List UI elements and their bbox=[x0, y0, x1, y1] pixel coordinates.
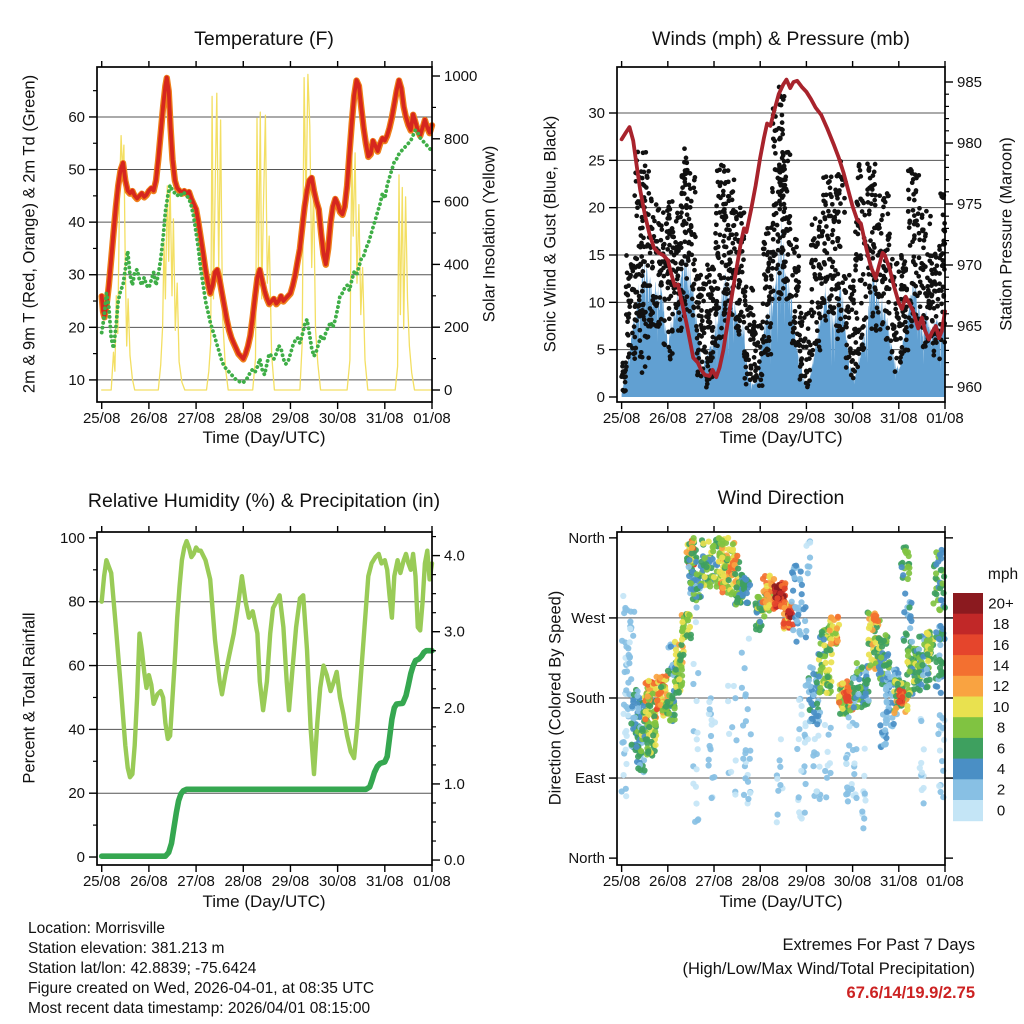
svg-text:25/08: 25/08 bbox=[602, 873, 641, 890]
svg-text:0: 0 bbox=[996, 802, 1006, 820]
svg-text:26/08: 26/08 bbox=[649, 410, 687, 427]
colorbar-units-label: mph bbox=[987, 566, 1019, 583]
svg-text:2: 2 bbox=[996, 781, 1006, 799]
svg-text:31/08: 31/08 bbox=[366, 873, 404, 890]
svg-text:975: 975 bbox=[957, 196, 983, 214]
winds-right-axis-label: Station Pressure (Maroon) bbox=[997, 137, 1016, 331]
svg-text:29/08: 29/08 bbox=[787, 410, 826, 427]
svg-text:5: 5 bbox=[596, 341, 605, 359]
svg-text:200: 200 bbox=[444, 319, 470, 337]
svg-text:960: 960 bbox=[957, 378, 983, 396]
svg-text:15: 15 bbox=[588, 246, 605, 264]
svg-text:28/08: 28/08 bbox=[741, 873, 779, 890]
panel-humidity-precip-title: Relative Humidity (%) & Precipitation (in) bbox=[87, 490, 441, 512]
svg-text:965: 965 bbox=[957, 317, 983, 335]
svg-text:29/08: 29/08 bbox=[271, 410, 310, 427]
svg-text:South: South bbox=[565, 689, 605, 707]
svg-text:10: 10 bbox=[588, 294, 605, 312]
svg-text:01/08: 01/08 bbox=[413, 873, 451, 890]
svg-text:970: 970 bbox=[957, 256, 983, 274]
svg-text:25/08: 25/08 bbox=[602, 410, 641, 427]
svg-text:20+: 20+ bbox=[988, 595, 1014, 613]
svg-text:North: North bbox=[568, 850, 605, 868]
svg-text:31/08: 31/08 bbox=[880, 873, 918, 890]
svg-text:29/08: 29/08 bbox=[271, 873, 310, 890]
temperature-x-axis-label: Time (Day/UTC) bbox=[202, 428, 326, 447]
figure-created: Figure created on Wed, 2026-04-01, at 08:35 UTC bbox=[28, 980, 375, 997]
wind-direction-left-axis-label: Direction (Colored By Speed) bbox=[546, 590, 565, 806]
svg-text:28/08: 28/08 bbox=[741, 410, 779, 427]
svg-text:50: 50 bbox=[68, 161, 85, 179]
svg-text:0.0: 0.0 bbox=[444, 852, 465, 870]
svg-text:25/08: 25/08 bbox=[82, 873, 121, 890]
station-info-block bbox=[28, 919, 374, 1019]
svg-text:20: 20 bbox=[68, 785, 85, 803]
svg-text:29/08: 29/08 bbox=[787, 873, 826, 890]
svg-text:8: 8 bbox=[996, 719, 1006, 737]
svg-text:26/08: 26/08 bbox=[649, 873, 687, 890]
svg-text:1000: 1000 bbox=[444, 68, 478, 86]
svg-text:10: 10 bbox=[992, 698, 1010, 716]
svg-text:3.0: 3.0 bbox=[444, 623, 465, 641]
svg-text:40: 40 bbox=[68, 214, 85, 232]
svg-text:6: 6 bbox=[996, 740, 1006, 758]
svg-text:100: 100 bbox=[59, 529, 85, 547]
svg-text:14: 14 bbox=[992, 657, 1010, 675]
svg-text:30/08: 30/08 bbox=[318, 873, 357, 890]
svg-text:25: 25 bbox=[588, 152, 605, 170]
extremes-block bbox=[682, 933, 975, 1005]
extremes-subtitle: (High/Low/Max Wind/Total Precipitation) bbox=[682, 960, 975, 978]
svg-text:2.0: 2.0 bbox=[444, 699, 465, 717]
winds-left-axis-label: Sonic Wind & Gust (Blue, Black) bbox=[541, 115, 560, 353]
svg-text:60: 60 bbox=[68, 657, 85, 675]
panel-temperature-title: Temperature (F) bbox=[194, 28, 334, 50]
svg-text:East: East bbox=[574, 770, 605, 788]
svg-text:10: 10 bbox=[68, 371, 85, 389]
svg-text:600: 600 bbox=[444, 193, 470, 211]
svg-text:27/08: 27/08 bbox=[695, 410, 733, 427]
svg-text:27/08: 27/08 bbox=[177, 873, 215, 890]
humidity-x-axis-label: Time (Day/UTC) bbox=[202, 892, 326, 911]
svg-text:30: 30 bbox=[68, 266, 85, 284]
svg-text:0: 0 bbox=[596, 388, 605, 406]
svg-text:12: 12 bbox=[992, 678, 1010, 696]
svg-text:West: West bbox=[571, 609, 605, 627]
svg-text:25/08: 25/08 bbox=[82, 410, 121, 427]
svg-text:27/08: 27/08 bbox=[177, 410, 215, 427]
svg-text:North: North bbox=[568, 529, 605, 547]
svg-text:28/08: 28/08 bbox=[224, 873, 263, 890]
panel-winds-pressure-title: Winds (mph) & Pressure (mb) bbox=[652, 28, 910, 50]
svg-text:800: 800 bbox=[444, 130, 470, 148]
svg-text:27/08: 27/08 bbox=[695, 873, 733, 890]
svg-text:985: 985 bbox=[957, 74, 983, 92]
svg-text:18: 18 bbox=[992, 616, 1010, 634]
humidity-left-axis-label: Percent & Total Rainfall bbox=[20, 612, 39, 784]
svg-text:31/08: 31/08 bbox=[880, 410, 918, 427]
svg-text:30/08: 30/08 bbox=[833, 873, 872, 890]
svg-text:1.0: 1.0 bbox=[444, 775, 465, 793]
svg-text:60: 60 bbox=[68, 108, 85, 126]
panel-wind-direction-title: Wind Direction bbox=[717, 487, 845, 509]
svg-text:01/08: 01/08 bbox=[926, 873, 964, 890]
svg-text:0: 0 bbox=[444, 382, 453, 400]
temperature-left-axis-label: 2m & 9m T (Red, Orange) & 2m Td (Green) bbox=[20, 74, 39, 394]
svg-text:16: 16 bbox=[992, 636, 1010, 654]
svg-text:30: 30 bbox=[588, 105, 605, 123]
station-elevation: Station elevation: 381.213 m bbox=[28, 940, 225, 957]
winds-x-axis-label: Time (Day/UTC) bbox=[719, 428, 843, 447]
extremes-values: 67.6/14/19.9/2.75 bbox=[846, 984, 975, 1002]
svg-text:01/08: 01/08 bbox=[413, 410, 451, 427]
svg-text:980: 980 bbox=[957, 135, 983, 153]
svg-text:30/08: 30/08 bbox=[318, 410, 357, 427]
svg-text:26/08: 26/08 bbox=[130, 410, 168, 427]
temperature-right-axis-label: Solar Insolation (Yellow) bbox=[480, 145, 499, 323]
station-location: Location: Morrisville bbox=[28, 920, 165, 937]
extremes-title: Extremes For Past 7 Days bbox=[782, 936, 975, 954]
wind-direction-x-axis-label: Time (Day/UTC) bbox=[719, 892, 843, 911]
svg-text:20: 20 bbox=[68, 319, 85, 337]
svg-text:20: 20 bbox=[588, 199, 605, 217]
svg-text:26/08: 26/08 bbox=[130, 873, 168, 890]
station-latlon: Station lat/lon: 42.8839; -75.6424 bbox=[28, 960, 257, 977]
svg-text:30/08: 30/08 bbox=[833, 410, 872, 427]
svg-text:4: 4 bbox=[996, 761, 1006, 778]
svg-text:01/08: 01/08 bbox=[926, 410, 964, 427]
svg-text:4.0: 4.0 bbox=[444, 547, 465, 565]
svg-text:28/08: 28/08 bbox=[224, 410, 263, 427]
svg-text:400: 400 bbox=[444, 256, 470, 274]
recent-timestamp: Most recent data timestamp: 2026/04/01 08:15:00 bbox=[28, 1000, 371, 1017]
svg-text:80: 80 bbox=[68, 593, 85, 611]
svg-text:40: 40 bbox=[68, 721, 85, 739]
svg-text:0: 0 bbox=[76, 849, 85, 867]
svg-text:31/08: 31/08 bbox=[366, 410, 404, 427]
